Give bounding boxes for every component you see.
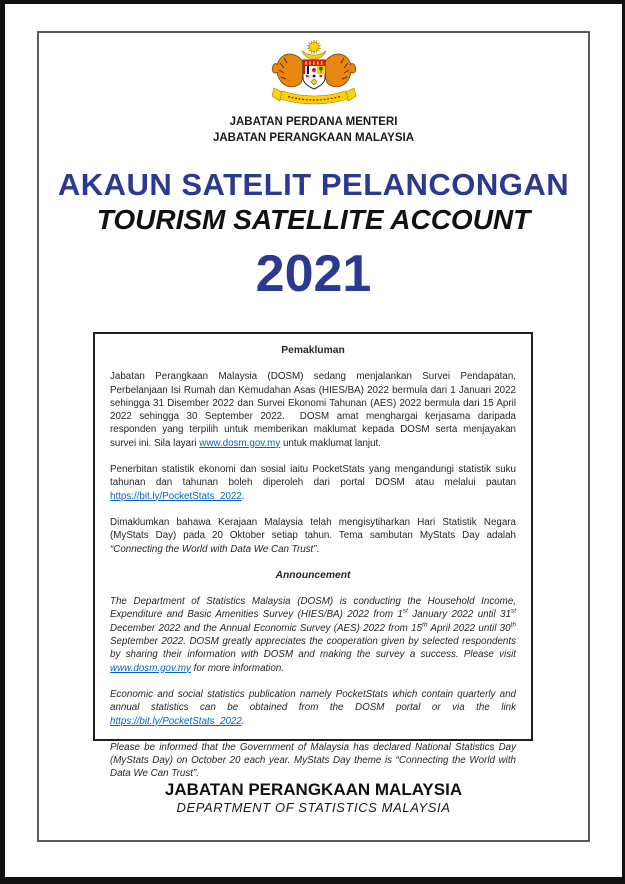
notice-box [93, 332, 533, 780]
malaysia-coat-of-arms-icon [5, 38, 622, 117]
superscript-ordinal: st [510, 608, 517, 616]
text-segment: . [316, 543, 320, 555]
text-segment: Pemakluman [281, 345, 345, 356]
text-segment: Please be informed that the Government of Malaysia has declared National Statistics Day (MyStats Day) on October 20 each year. MyStats Day theme is “Connecting the World with Data We Can Trust”. [110, 741, 516, 780]
text-segment: Penerbitan statistik ekonomi dan sosial iaitu PocketStats yang mengandungi statistik suku tahunan dan tahunan boleh diperoleh dari portal DOSM atau melalui pautan [110, 464, 516, 489]
hyperlink[interactable]: https://bit.ly/PocketStats_2022 [110, 490, 242, 502]
notice-paragraph [110, 741, 516, 781]
text-segment: . [241, 490, 245, 502]
header-line-2: JABATAN PERANGKAAN MALAYSIA [212, 132, 415, 144]
federal-star-icon [307, 40, 321, 54]
superscript-ordinal: th [510, 621, 516, 629]
motto-banner-icon [272, 88, 356, 104]
superscript-ordinal: th [422, 621, 428, 629]
text-segment: untuk maklumat lanjut. [280, 437, 381, 449]
title-english: TOURISM SATELLITE ACCOUNT [96, 204, 531, 235]
tiger-supporter-icon [272, 54, 303, 87]
notice-heading [110, 344, 516, 357]
hyperlink[interactable]: https://bit.ly/PocketStats_2022 [110, 715, 242, 727]
notice-paragraph [110, 463, 516, 503]
notice-paragraph [110, 595, 516, 675]
shield-icon [303, 60, 325, 89]
footer-line-2: DEPARTMENT OF STATISTICS MALAYSIA [176, 800, 451, 815]
text-segment: The Department of Statistics Malaysia (DOSM) is conducting the Household Income, Expenditure and Basic Amenities Survey (HIES/BA) 2022 from 1 [110, 596, 516, 621]
text-segment: Announcement [275, 569, 351, 581]
text-segment: Jabatan Perangkaan Malaysia (DOSM) sedang menjalankan Survei Pendapatan, Perbelanjaan Isi Rumah dan Kemudahan Asas (HIES/BA) 2022 bermula dari 1 Januari 2022 sehingga 31 Disember 2022 dan Survei Ekonomi Tahunan (AES) 2022 bermula dari 15 April 2022 sehingga 30 September 2022. DOSM amat menghargai kerjasama daripada responden yang terpilih untuk memberikan maklumat kepada DOSM serta menjayakan survei ini. Sila layari [110, 371, 516, 449]
title-year: 2021 [255, 245, 372, 303]
superscript-ordinal: st [402, 608, 408, 616]
hyperlink[interactable]: www.dosm.gov.my [110, 662, 191, 674]
notice-paragraph [110, 370, 516, 450]
footer-line-1: JABATAN PERANGKAAN MALAYSIA [164, 780, 463, 799]
text-segment: September 2022. DOSM greatly appreciates the cooperation given by selected respondents by sharing their information with DOSM and making the survey a success. Please visit [110, 636, 516, 661]
title-malay: AKAUN SATELIT PELANCONGAN [57, 167, 570, 202]
text-segment: April 2022 until 30 [427, 622, 511, 634]
document-page [5, 4, 622, 877]
text-segment: for more information. [190, 662, 285, 674]
notice-paragraph [110, 688, 516, 728]
header-line-1: JABATAN PERDANA MENTERI [229, 116, 398, 128]
text-segment: “Connecting the World with Data We Can Trust” [110, 543, 317, 555]
notice-paragraph [110, 516, 516, 556]
text-segment: Dimaklumkan bahawa Kerajaan Malaysia telah mengisytiharkan Hari Statistik Negara (MyStats Day) pada 20 Oktober setiap tahun. Tema sambutan MyStats Day adalah [110, 516, 516, 542]
text-segment: Economic and social statistics publication namely PocketStats which contain quarterly and annual statistics can be obtained from the DOSM portal or via the link [110, 688, 516, 714]
text-segment: January 2022 until 31 [407, 609, 511, 621]
text-segment: . [241, 715, 245, 727]
notice-heading [110, 569, 516, 582]
text-segment: December 2022 and the Annual Economic Survey (AES) 2022 from 15 [110, 622, 423, 634]
hyperlink[interactable]: www.dosm.gov.my [199, 437, 281, 449]
